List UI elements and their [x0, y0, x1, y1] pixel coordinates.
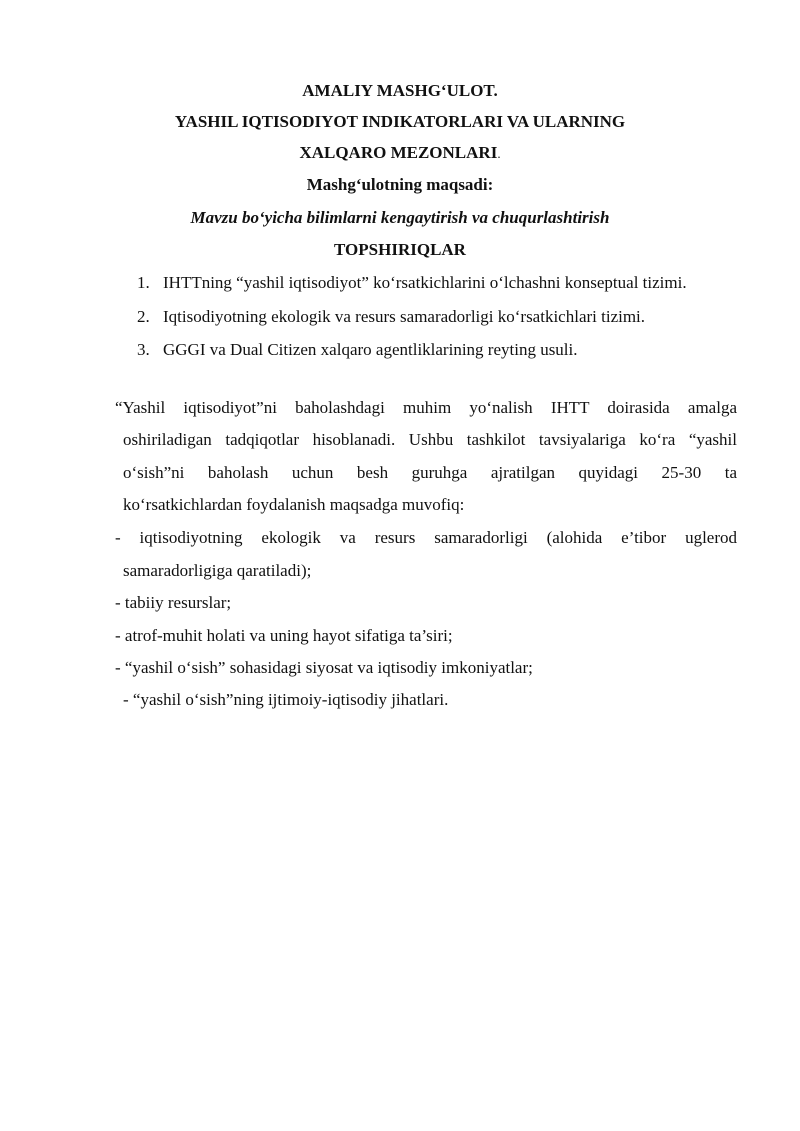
- goal-label: Mashg‘ulotning maqsadi:: [306, 175, 494, 194]
- title-line-3: [0, 143, 800, 164]
- title-line-3-dot: .: [497, 146, 501, 161]
- task-item: [137, 340, 578, 360]
- bullet-item: - “yashil o‘sish”ning ijtimoiy-iqtisodiy jihatlari.: [123, 690, 449, 709]
- task-text: GGGI va Dual Citizen xalqaro agentliklarining reyting usuli.: [163, 340, 578, 359]
- paragraph-line: oshiriladigan tadqiqotlar hisoblanadi. Ushbu tashkilot tavsiyalariga ko‘ra “yashil: [123, 430, 737, 449]
- task-text: IHTTning “yashil iqtisodiyot” ko‘rsatkichlarini o‘lchashni konseptual tizimi.: [163, 273, 687, 292]
- task-item: [137, 273, 687, 293]
- task-item: [137, 307, 645, 327]
- paragraph-line: ko‘rsatkichlardan foydalanish maqsadga muvofiq:: [123, 495, 465, 514]
- paragraph-line: “Yashil iqtisodiyot”ni baholashdagi muhim yo‘nalish IHTT doirasida amalga: [115, 398, 737, 417]
- task-number: 2.: [137, 307, 150, 326]
- bullet-item: - tabiiy resurslar;: [115, 593, 232, 612]
- task-number: 3.: [137, 340, 150, 359]
- title-line-3-text: XALQARO MEZONLARI: [299, 143, 498, 162]
- bullet-item: - “yashil o‘sish” sohasidagi siyosat va iqtisodiy imkoniyatlar;: [115, 658, 533, 677]
- bullet-item: - iqtisodiyotning ekologik va resurs samaradorligi (alohida e’tibor uglerod: [115, 528, 737, 547]
- task-number: 1.: [137, 273, 150, 292]
- goal-text: Mavzu bo‘yicha bilimlarni kengaytirish va chuqurlashtirish: [190, 208, 610, 227]
- bullet-item-continuation: samaradorligiga qaratiladi);: [123, 561, 312, 580]
- bullet-item: - atrof-muhit holati va uning hayot sifatiga ta’siri;: [115, 626, 453, 645]
- title-line-1: AMALIY MASHG‘ULOT.: [302, 81, 498, 100]
- paragraph-line: o‘sish”ni baholash uchun besh guruhga ajratilgan quyidagi 25-30 ta: [123, 463, 737, 482]
- title-line-2: YASHIL IQTISODIYOT INDIKATORLARI VA ULARNING: [174, 112, 626, 131]
- task-text: Iqtisodiyotning ekologik va resurs samaradorligi ko‘rsatkichlari tizimi.: [163, 307, 646, 326]
- tasks-heading: TOPSHIRIQLAR: [334, 240, 466, 259]
